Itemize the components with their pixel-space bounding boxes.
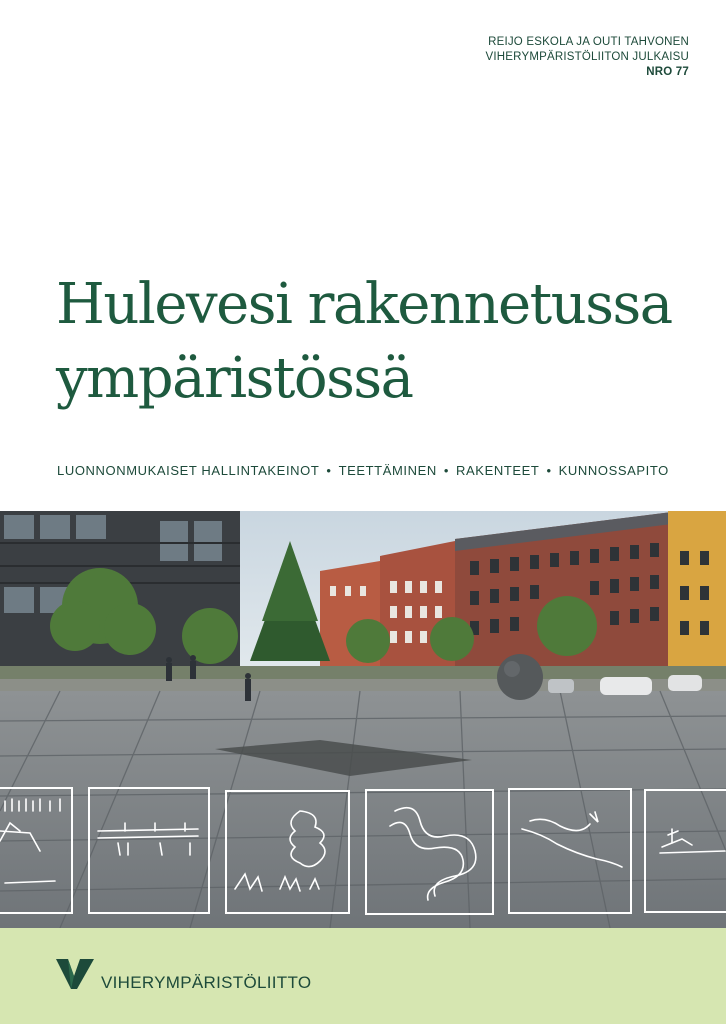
cover-photo — [0, 511, 726, 928]
topic-3: RAKENTEET — [456, 463, 540, 478]
title-line-2: ympäristössä — [56, 346, 413, 411]
topic-4: KUNNOSSAPITO — [558, 463, 669, 478]
title-line-1: Hulevesi rakennetussa — [56, 272, 672, 337]
publication-info — [486, 35, 689, 80]
separator-dot: • — [443, 463, 450, 478]
separator-dot: • — [326, 463, 332, 478]
publication-number: NRO 77 — [646, 66, 689, 78]
subtitle-topics — [57, 463, 669, 478]
series-name: VIHERYMPÄRISTÖLIITON JULKAISU — [485, 51, 689, 63]
publisher-name: VIHERYMPÄRISTÖLIITTO — [101, 973, 312, 992]
topic-2: TEETTÄMINEN — [338, 463, 437, 478]
topic-1: LUONNONMUKAISET HALLINTAKEINOT — [57, 463, 320, 478]
v-leaf-logo-icon — [55, 958, 95, 995]
separator-dot: • — [546, 463, 552, 478]
urban-square-illustration — [0, 511, 726, 928]
book-title — [56, 268, 672, 416]
authors: REIJO ESKOLA JA OUTI TAHVONEN — [488, 36, 689, 48]
